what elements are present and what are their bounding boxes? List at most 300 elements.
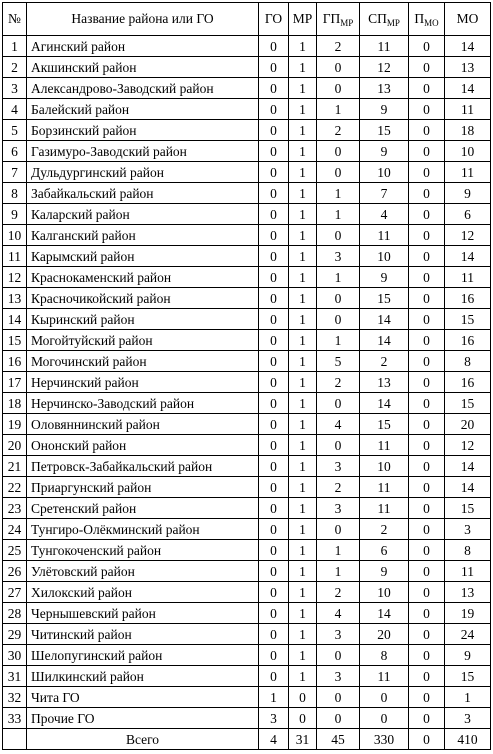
table-row xyxy=(3,603,491,624)
table-row xyxy=(3,561,491,582)
cell-mr: 1 xyxy=(289,267,317,288)
header-gp-sub: МР xyxy=(340,18,354,28)
cell-gp: 3 xyxy=(317,624,360,645)
cell-go: 0 xyxy=(259,36,289,57)
cell-mo: 24 xyxy=(445,624,491,645)
cell-sp: 10 xyxy=(360,582,409,603)
cell-gp: 0 xyxy=(317,57,360,78)
table-row xyxy=(3,645,491,666)
row-num: 22 xyxy=(3,477,27,498)
table-row xyxy=(3,183,491,204)
cell-pmo: 0 xyxy=(409,582,445,603)
district-name: Читинский район xyxy=(27,624,259,645)
cell-gp: 4 xyxy=(317,603,360,624)
cell-pmo: 0 xyxy=(409,36,445,57)
cell-sp: 10 xyxy=(360,162,409,183)
cell-mo: 1 xyxy=(445,687,491,708)
cell-go: 0 xyxy=(259,141,289,162)
header-go: ГО xyxy=(259,3,289,36)
cell-gp: 2 xyxy=(317,582,360,603)
cell-gp: 0 xyxy=(317,687,360,708)
table-body xyxy=(3,36,491,729)
cell-mo: 16 xyxy=(445,330,491,351)
cell-go: 0 xyxy=(259,99,289,120)
cell-sp: 10 xyxy=(360,456,409,477)
cell-pmo: 0 xyxy=(409,477,445,498)
cell-gp: 1 xyxy=(317,99,360,120)
cell-mr: 1 xyxy=(289,288,317,309)
cell-mo: 11 xyxy=(445,99,491,120)
cell-pmo: 0 xyxy=(409,561,445,582)
cell-go: 0 xyxy=(259,330,289,351)
row-num: 1 xyxy=(3,36,27,57)
row-num: 2 xyxy=(3,57,27,78)
cell-mo: 15 xyxy=(445,309,491,330)
cell-gp: 0 xyxy=(317,225,360,246)
cell-pmo: 0 xyxy=(409,393,445,414)
district-name: Дульдургинский район xyxy=(27,162,259,183)
cell-mr: 1 xyxy=(289,120,317,141)
header-name: Название района или ГО xyxy=(27,3,259,36)
row-num: 30 xyxy=(3,645,27,666)
cell-pmo: 0 xyxy=(409,141,445,162)
cell-mo: 12 xyxy=(445,435,491,456)
district-name: Красночикойский район xyxy=(27,288,259,309)
cell-sp: 12 xyxy=(360,57,409,78)
district-name: Приаргунский район xyxy=(27,477,259,498)
cell-pmo: 0 xyxy=(409,351,445,372)
cell-pmo: 0 xyxy=(409,99,445,120)
cell-go: 0 xyxy=(259,498,289,519)
cell-mr: 1 xyxy=(289,666,317,687)
cell-gp: 3 xyxy=(317,498,360,519)
cell-pmo: 0 xyxy=(409,78,445,99)
cell-go: 0 xyxy=(259,78,289,99)
cell-mr: 1 xyxy=(289,456,317,477)
cell-mo: 16 xyxy=(445,372,491,393)
cell-gp: 0 xyxy=(317,435,360,456)
header-pmo-sub: МО xyxy=(424,18,439,28)
cell-go: 0 xyxy=(259,561,289,582)
cell-sp: 11 xyxy=(360,498,409,519)
header-mo: МО xyxy=(445,3,491,36)
cell-pmo: 0 xyxy=(409,666,445,687)
table-row xyxy=(3,162,491,183)
cell-pmo: 0 xyxy=(409,57,445,78)
cell-sp: 0 xyxy=(360,687,409,708)
cell-sp: 11 xyxy=(360,225,409,246)
cell-go: 0 xyxy=(259,540,289,561)
cell-pmo: 0 xyxy=(409,267,445,288)
header-sp-main: СП xyxy=(368,11,387,26)
cell-pmo: 0 xyxy=(409,435,445,456)
cell-gp: 3 xyxy=(317,246,360,267)
header-sp-sub: МР xyxy=(386,18,400,28)
cell-mr: 1 xyxy=(289,141,317,162)
cell-pmo: 0 xyxy=(409,183,445,204)
district-name: Нерчинский район xyxy=(27,372,259,393)
row-num: 16 xyxy=(3,351,27,372)
cell-gp: 5 xyxy=(317,351,360,372)
cell-go: 0 xyxy=(259,414,289,435)
cell-mo: 11 xyxy=(445,162,491,183)
cell-go: 0 xyxy=(259,204,289,225)
cell-mr: 1 xyxy=(289,57,317,78)
cell-sp: 15 xyxy=(360,414,409,435)
row-num: 19 xyxy=(3,414,27,435)
table-row xyxy=(3,666,491,687)
table-row xyxy=(3,393,491,414)
document-page xyxy=(2,2,491,750)
cell-mo: 15 xyxy=(445,666,491,687)
cell-mo: 10 xyxy=(445,141,491,162)
district-name: Шилкинский район xyxy=(27,666,259,687)
district-name: Агинский район xyxy=(27,36,259,57)
cell-mo: 9 xyxy=(445,183,491,204)
table-row xyxy=(3,57,491,78)
table-row xyxy=(3,204,491,225)
district-name: Борзинский район xyxy=(27,120,259,141)
cell-gp: 2 xyxy=(317,372,360,393)
cell-sp: 11 xyxy=(360,36,409,57)
cell-gp: 1 xyxy=(317,540,360,561)
cell-sp: 2 xyxy=(360,351,409,372)
cell-mo: 18 xyxy=(445,120,491,141)
cell-sp: 11 xyxy=(360,477,409,498)
cell-mr: 0 xyxy=(289,687,317,708)
row-num: 18 xyxy=(3,393,27,414)
district-name: Оловяннинский район xyxy=(27,414,259,435)
cell-pmo: 0 xyxy=(409,708,445,729)
cell-sp: 11 xyxy=(360,666,409,687)
cell-go: 0 xyxy=(259,645,289,666)
cell-sp: 6 xyxy=(360,540,409,561)
cell-pmo: 0 xyxy=(409,645,445,666)
district-name: Балейский район xyxy=(27,99,259,120)
district-name: Забайкальский район xyxy=(27,183,259,204)
district-name: Тунгокоченский район xyxy=(27,540,259,561)
table-row xyxy=(3,288,491,309)
cell-pmo: 0 xyxy=(409,120,445,141)
cell-mo: 13 xyxy=(445,582,491,603)
table-row xyxy=(3,519,491,540)
table-row xyxy=(3,225,491,246)
cell-gp: 4 xyxy=(317,414,360,435)
cell-gp: 0 xyxy=(317,288,360,309)
cell-pmo: 0 xyxy=(409,414,445,435)
district-name: Петровск-Забайкальский район xyxy=(27,456,259,477)
cell-mr: 1 xyxy=(289,414,317,435)
table-row xyxy=(3,540,491,561)
total-label: Всего xyxy=(27,729,259,750)
cell-mr: 1 xyxy=(289,351,317,372)
table-row xyxy=(3,78,491,99)
district-name: Ононский район xyxy=(27,435,259,456)
cell-go: 3 xyxy=(259,708,289,729)
cell-mo: 3 xyxy=(445,708,491,729)
cell-mo: 14 xyxy=(445,456,491,477)
district-name: Шелопугинский район xyxy=(27,645,259,666)
cell-gp: 2 xyxy=(317,477,360,498)
district-name: Сретенский район xyxy=(27,498,259,519)
total-gp: 45 xyxy=(317,729,360,750)
cell-mr: 1 xyxy=(289,582,317,603)
cell-sp: 14 xyxy=(360,309,409,330)
cell-mr: 1 xyxy=(289,225,317,246)
cell-go: 0 xyxy=(259,582,289,603)
cell-sp: 15 xyxy=(360,288,409,309)
cell-pmo: 0 xyxy=(409,687,445,708)
cell-sp: 14 xyxy=(360,603,409,624)
cell-gp: 1 xyxy=(317,330,360,351)
header-gp xyxy=(317,3,360,36)
cell-gp: 0 xyxy=(317,645,360,666)
cell-gp: 1 xyxy=(317,204,360,225)
cell-mr: 1 xyxy=(289,99,317,120)
row-num: 32 xyxy=(3,687,27,708)
cell-mr: 1 xyxy=(289,603,317,624)
cell-mr: 1 xyxy=(289,624,317,645)
cell-sp: 7 xyxy=(360,183,409,204)
row-num: 33 xyxy=(3,708,27,729)
cell-gp: 0 xyxy=(317,309,360,330)
cell-mr: 1 xyxy=(289,162,317,183)
cell-sp: 11 xyxy=(360,435,409,456)
cell-sp: 8 xyxy=(360,645,409,666)
row-num: 14 xyxy=(3,309,27,330)
table-row xyxy=(3,582,491,603)
cell-pmo: 0 xyxy=(409,330,445,351)
cell-sp: 0 xyxy=(360,708,409,729)
row-num: 31 xyxy=(3,666,27,687)
district-name: Чита ГО xyxy=(27,687,259,708)
cell-mo: 19 xyxy=(445,603,491,624)
row-num: 24 xyxy=(3,519,27,540)
row-num: 8 xyxy=(3,183,27,204)
cell-mr: 1 xyxy=(289,330,317,351)
cell-pmo: 0 xyxy=(409,372,445,393)
cell-go: 0 xyxy=(259,456,289,477)
cell-mr: 1 xyxy=(289,393,317,414)
header-pmo-main: П xyxy=(414,11,425,26)
row-num: 27 xyxy=(3,582,27,603)
table-footer xyxy=(3,729,491,750)
cell-go: 0 xyxy=(259,288,289,309)
district-name: Нерчинско-Заводский район xyxy=(27,393,259,414)
cell-sp: 2 xyxy=(360,519,409,540)
cell-mr: 1 xyxy=(289,477,317,498)
cell-go: 0 xyxy=(259,435,289,456)
header-gp-main: ГП xyxy=(322,11,341,26)
row-num: 17 xyxy=(3,372,27,393)
cell-mr: 1 xyxy=(289,372,317,393)
cell-sp: 13 xyxy=(360,372,409,393)
cell-go: 0 xyxy=(259,624,289,645)
cell-mr: 1 xyxy=(289,498,317,519)
cell-go: 0 xyxy=(259,225,289,246)
cell-go: 0 xyxy=(259,120,289,141)
table-row xyxy=(3,687,491,708)
cell-gp: 0 xyxy=(317,519,360,540)
table-header xyxy=(3,3,491,36)
cell-mr: 1 xyxy=(289,78,317,99)
district-name: Александрово-Заводский район xyxy=(27,78,259,99)
cell-gp: 0 xyxy=(317,393,360,414)
cell-pmo: 0 xyxy=(409,225,445,246)
cell-gp: 3 xyxy=(317,456,360,477)
cell-gp: 3 xyxy=(317,666,360,687)
table-row xyxy=(3,120,491,141)
row-num: 3 xyxy=(3,78,27,99)
cell-sp: 9 xyxy=(360,561,409,582)
total-num-cell xyxy=(3,729,27,750)
row-num: 29 xyxy=(3,624,27,645)
district-name: Краснокаменский район xyxy=(27,267,259,288)
cell-mo: 12 xyxy=(445,225,491,246)
cell-mr: 1 xyxy=(289,519,317,540)
district-name: Хилокский район xyxy=(27,582,259,603)
cell-gp: 2 xyxy=(317,36,360,57)
cell-pmo: 0 xyxy=(409,624,445,645)
cell-mo: 20 xyxy=(445,414,491,435)
cell-go: 0 xyxy=(259,372,289,393)
district-name: Могойтуйский район xyxy=(27,330,259,351)
cell-go: 0 xyxy=(259,666,289,687)
cell-go: 0 xyxy=(259,183,289,204)
table-row xyxy=(3,372,491,393)
table-row xyxy=(3,330,491,351)
cell-mr: 1 xyxy=(289,204,317,225)
cell-gp: 2 xyxy=(317,120,360,141)
row-num: 20 xyxy=(3,435,27,456)
cell-pmo: 0 xyxy=(409,456,445,477)
cell-sp: 9 xyxy=(360,267,409,288)
cell-sp: 14 xyxy=(360,330,409,351)
district-name: Чернышевский район xyxy=(27,603,259,624)
total-mr: 31 xyxy=(289,729,317,750)
cell-pmo: 0 xyxy=(409,498,445,519)
cell-pmo: 0 xyxy=(409,309,445,330)
cell-mo: 11 xyxy=(445,561,491,582)
cell-mo: 15 xyxy=(445,393,491,414)
table-row xyxy=(3,477,491,498)
row-num: 15 xyxy=(3,330,27,351)
row-num: 11 xyxy=(3,246,27,267)
row-num: 7 xyxy=(3,162,27,183)
table-row xyxy=(3,498,491,519)
cell-mo: 14 xyxy=(445,246,491,267)
district-name: Газимуро-Заводский район xyxy=(27,141,259,162)
cell-sp: 9 xyxy=(360,99,409,120)
cell-go: 0 xyxy=(259,477,289,498)
cell-mo: 16 xyxy=(445,288,491,309)
cell-mo: 11 xyxy=(445,267,491,288)
row-num: 25 xyxy=(3,540,27,561)
cell-go: 0 xyxy=(259,603,289,624)
row-num: 13 xyxy=(3,288,27,309)
cell-mr: 1 xyxy=(289,645,317,666)
cell-pmo: 0 xyxy=(409,246,445,267)
cell-go: 0 xyxy=(259,57,289,78)
table-row xyxy=(3,141,491,162)
row-num: 5 xyxy=(3,120,27,141)
table-row xyxy=(3,435,491,456)
cell-go: 1 xyxy=(259,687,289,708)
cell-sp: 15 xyxy=(360,120,409,141)
cell-pmo: 0 xyxy=(409,603,445,624)
cell-sp: 13 xyxy=(360,78,409,99)
cell-sp: 14 xyxy=(360,393,409,414)
row-num: 12 xyxy=(3,267,27,288)
cell-gp: 0 xyxy=(317,162,360,183)
district-name: Могочинский район xyxy=(27,351,259,372)
cell-sp: 9 xyxy=(360,141,409,162)
district-name: Кыринский район xyxy=(27,309,259,330)
header-mr: МР xyxy=(289,3,317,36)
cell-sp: 10 xyxy=(360,246,409,267)
row-num: 9 xyxy=(3,204,27,225)
cell-mr: 0 xyxy=(289,708,317,729)
districts-table xyxy=(2,2,491,750)
cell-mo: 9 xyxy=(445,645,491,666)
cell-mr: 1 xyxy=(289,540,317,561)
cell-mo: 8 xyxy=(445,351,491,372)
row-num: 4 xyxy=(3,99,27,120)
table-row xyxy=(3,351,491,372)
cell-go: 0 xyxy=(259,519,289,540)
table-row xyxy=(3,624,491,645)
total-go: 4 xyxy=(259,729,289,750)
row-num: 10 xyxy=(3,225,27,246)
row-num: 28 xyxy=(3,603,27,624)
cell-gp: 1 xyxy=(317,267,360,288)
table-row xyxy=(3,99,491,120)
cell-mr: 1 xyxy=(289,183,317,204)
district-name: Прочие ГО xyxy=(27,708,259,729)
cell-gp: 0 xyxy=(317,78,360,99)
district-name: Калганский район xyxy=(27,225,259,246)
table-row xyxy=(3,246,491,267)
total-pmo: 0 xyxy=(409,729,445,750)
header-sp xyxy=(360,3,409,36)
total-mo: 410 xyxy=(445,729,491,750)
cell-go: 0 xyxy=(259,246,289,267)
table-row xyxy=(3,414,491,435)
cell-sp: 20 xyxy=(360,624,409,645)
row-num: 23 xyxy=(3,498,27,519)
district-name: Каларский район xyxy=(27,204,259,225)
cell-sp: 4 xyxy=(360,204,409,225)
total-row xyxy=(3,729,491,750)
cell-mr: 1 xyxy=(289,435,317,456)
cell-go: 0 xyxy=(259,393,289,414)
cell-mo: 6 xyxy=(445,204,491,225)
cell-mo: 14 xyxy=(445,78,491,99)
cell-pmo: 0 xyxy=(409,162,445,183)
cell-mo: 8 xyxy=(445,540,491,561)
row-num: 21 xyxy=(3,456,27,477)
table-row xyxy=(3,36,491,57)
cell-go: 0 xyxy=(259,162,289,183)
cell-mo: 3 xyxy=(445,519,491,540)
cell-gp: 0 xyxy=(317,708,360,729)
cell-gp: 1 xyxy=(317,183,360,204)
header-num: № xyxy=(3,3,27,36)
table-row xyxy=(3,267,491,288)
district-name: Акшинский район xyxy=(27,57,259,78)
district-name: Улётовский район xyxy=(27,561,259,582)
cell-mr: 1 xyxy=(289,309,317,330)
